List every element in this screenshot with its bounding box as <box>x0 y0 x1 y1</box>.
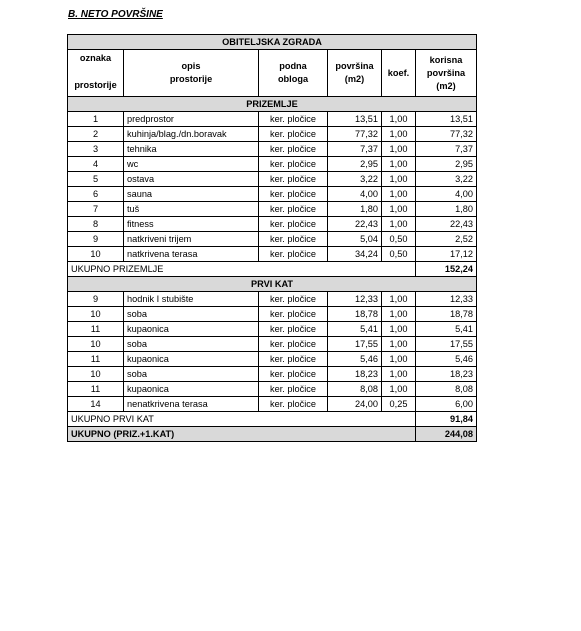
table-row <box>68 172 477 187</box>
room-code: 10 <box>68 307 124 322</box>
section-title: PRVI KAT <box>68 277 477 292</box>
table-row <box>68 232 477 247</box>
room-useful-area: 5,41 <box>416 322 477 337</box>
room-useful-area: 18,78 <box>416 307 477 322</box>
header-floor-1: podna <box>279 61 307 71</box>
table-row <box>68 187 477 202</box>
section-total-label: UKUPNO PRVI KAT <box>68 412 416 427</box>
table-row <box>68 247 477 262</box>
room-useful-area: 18,23 <box>416 367 477 382</box>
grand-total-label: UKUPNO (PRIZ.+1.KAT) <box>68 427 416 442</box>
floor-finish: ker. pločice <box>259 307 328 322</box>
header-useful-2: površina <box>426 67 466 78</box>
room-code: 6 <box>68 187 124 202</box>
table-row <box>68 382 477 397</box>
room-useful-area: 13,51 <box>416 112 477 127</box>
room-desc: fitness <box>124 217 259 232</box>
header-floor-2: obloga <box>277 74 309 84</box>
room-area: 18,78 <box>328 307 382 322</box>
room-coef: 1,00 <box>382 352 416 367</box>
room-useful-area: 2,95 <box>416 157 477 172</box>
room-code: 3 <box>68 142 124 157</box>
table-row <box>68 367 477 382</box>
header-useful-1: korisna <box>429 54 463 65</box>
room-useful-area: 17,12 <box>416 247 477 262</box>
room-desc: hodnik I stubište <box>124 292 259 307</box>
room-area: 5,46 <box>328 352 382 367</box>
room-desc: natkriveni trijem <box>124 232 259 247</box>
room-code: 9 <box>68 232 124 247</box>
floor-finish: ker. pločice <box>259 247 328 262</box>
table-row <box>68 157 477 172</box>
room-desc: kupaonica <box>124 352 259 367</box>
table-row <box>68 307 477 322</box>
room-code: 11 <box>68 352 124 367</box>
room-coef: 0,50 <box>382 232 416 247</box>
room-area: 18,23 <box>328 367 382 382</box>
room-coef: 1,00 <box>382 337 416 352</box>
floor-finish: ker. pločice <box>259 172 328 187</box>
room-useful-area: 12,33 <box>416 292 477 307</box>
grand-total-value: 244,08 <box>416 427 477 442</box>
section-title: PRIZEMLJE <box>68 97 477 112</box>
room-code: 10 <box>68 247 124 262</box>
grand-total-row <box>68 427 477 442</box>
table-row <box>68 112 477 127</box>
room-area: 2,95 <box>328 157 382 172</box>
section-total-value: 91,84 <box>416 412 477 427</box>
floor-finish: ker. pločice <box>259 157 328 172</box>
room-desc: soba <box>124 307 259 322</box>
room-coef: 0,50 <box>382 247 416 262</box>
room-coef: 1,00 <box>382 172 416 187</box>
net-area-table <box>67 34 477 442</box>
room-area: 77,32 <box>328 127 382 142</box>
room-desc: kuhinja/blag./dn.boravak <box>124 127 259 142</box>
room-desc: nenatkrivena terasa <box>124 397 259 412</box>
table-row <box>68 397 477 412</box>
room-desc: kupaonica <box>124 382 259 397</box>
section-total-label: UKUPNO PRIZEMLJE <box>68 262 416 277</box>
floor-finish: ker. pločice <box>259 322 328 337</box>
room-desc: predprostor <box>124 112 259 127</box>
room-useful-area: 2,52 <box>416 232 477 247</box>
room-useful-area: 7,37 <box>416 142 477 157</box>
room-code: 7 <box>68 202 124 217</box>
room-area: 4,00 <box>328 187 382 202</box>
floor-finish: ker. pločice <box>259 292 328 307</box>
room-area: 34,24 <box>328 247 382 262</box>
room-desc: ostava <box>124 172 259 187</box>
room-area: 13,51 <box>328 112 382 127</box>
room-coef: 0,25 <box>382 397 416 412</box>
floor-finish: ker. pločice <box>259 397 328 412</box>
room-useful-area: 1,80 <box>416 202 477 217</box>
room-useful-area: 22,43 <box>416 217 477 232</box>
room-code: 11 <box>68 322 124 337</box>
floor-finish: ker. pločice <box>259 112 328 127</box>
room-desc: kupaonica <box>124 322 259 337</box>
room-area: 3,22 <box>328 172 382 187</box>
floor-finish: ker. pločice <box>259 337 328 352</box>
floor-finish: ker. pločice <box>259 367 328 382</box>
room-coef: 1,00 <box>382 157 416 172</box>
floor-finish: ker. pločice <box>259 382 328 397</box>
room-area: 7,37 <box>328 142 382 157</box>
floor-finish: ker. pločice <box>259 352 328 367</box>
room-coef: 1,00 <box>382 142 416 157</box>
room-code: 9 <box>68 292 124 307</box>
room-code: 5 <box>68 172 124 187</box>
section-title-row <box>68 97 477 112</box>
header-useful-3: (m2) <box>436 80 456 91</box>
floor-finish: ker. pločice <box>259 202 328 217</box>
column-header-desc <box>124 50 259 97</box>
page-heading: B. NETO POVRŠINE <box>68 9 163 20</box>
header-code-top: oznaka <box>79 53 112 63</box>
room-desc: natkrivena terasa <box>124 247 259 262</box>
table-row <box>68 202 477 217</box>
column-header-code <box>68 50 124 97</box>
room-desc: soba <box>124 367 259 382</box>
room-desc: wc <box>124 157 259 172</box>
room-area: 17,55 <box>328 337 382 352</box>
floor-finish: ker. pločice <box>259 232 328 247</box>
room-area: 22,43 <box>328 217 382 232</box>
room-code: 14 <box>68 397 124 412</box>
header-desc-2: prostorije <box>169 74 213 84</box>
room-code: 10 <box>68 367 124 382</box>
room-coef: 1,00 <box>382 382 416 397</box>
room-area: 5,41 <box>328 322 382 337</box>
room-area: 8,08 <box>328 382 382 397</box>
room-coef: 1,00 <box>382 187 416 202</box>
room-coef: 1,00 <box>382 202 416 217</box>
table-row <box>68 217 477 232</box>
room-code: 2 <box>68 127 124 142</box>
table-title: OBITELJSKA ZGRADA <box>68 35 477 50</box>
room-area: 12,33 <box>328 292 382 307</box>
table-row <box>68 142 477 157</box>
header-desc-1: opis <box>181 61 201 71</box>
section-total-value: 152,24 <box>416 262 477 277</box>
room-desc: tehnika <box>124 142 259 157</box>
room-useful-area: 3,22 <box>416 172 477 187</box>
room-desc: soba <box>124 337 259 352</box>
section-total-row <box>68 412 477 427</box>
column-header-useful <box>416 50 477 97</box>
floor-finish: ker. pločice <box>259 187 328 202</box>
room-desc: sauna <box>124 187 259 202</box>
section-title-row <box>68 277 477 292</box>
room-desc: tuš <box>124 202 259 217</box>
room-code: 1 <box>68 112 124 127</box>
room-useful-area: 8,08 <box>416 382 477 397</box>
room-coef: 1,00 <box>382 292 416 307</box>
floor-finish: ker. pločice <box>259 142 328 157</box>
room-useful-area: 17,55 <box>416 337 477 352</box>
room-coef: 1,00 <box>382 307 416 322</box>
room-useful-area: 6,00 <box>416 397 477 412</box>
room-coef: 1,00 <box>382 217 416 232</box>
room-coef: 1,00 <box>382 127 416 142</box>
header-code-bottom: prostorije <box>74 80 117 90</box>
room-useful-area: 77,32 <box>416 127 477 142</box>
table-row <box>68 322 477 337</box>
room-useful-area: 5,46 <box>416 352 477 367</box>
table-row <box>68 292 477 307</box>
table-row <box>68 337 477 352</box>
room-coef: 1,00 <box>382 112 416 127</box>
header-area-2: (m2) <box>344 74 365 84</box>
room-area: 1,80 <box>328 202 382 217</box>
room-useful-area: 4,00 <box>416 187 477 202</box>
column-header-area <box>328 50 382 97</box>
column-header-floor <box>259 50 328 97</box>
header-area-1: površina <box>335 61 374 71</box>
room-coef: 1,00 <box>382 367 416 382</box>
floor-finish: ker. pločice <box>259 127 328 142</box>
floor-finish: ker. pločice <box>259 217 328 232</box>
room-area: 24,00 <box>328 397 382 412</box>
section-total-row <box>68 262 477 277</box>
table-row <box>68 127 477 142</box>
room-area: 5,04 <box>328 232 382 247</box>
room-code: 11 <box>68 382 124 397</box>
column-header-coef: koef. <box>382 50 416 97</box>
table-row <box>68 352 477 367</box>
room-code: 10 <box>68 337 124 352</box>
room-code: 4 <box>68 157 124 172</box>
room-coef: 1,00 <box>382 322 416 337</box>
room-code: 8 <box>68 217 124 232</box>
